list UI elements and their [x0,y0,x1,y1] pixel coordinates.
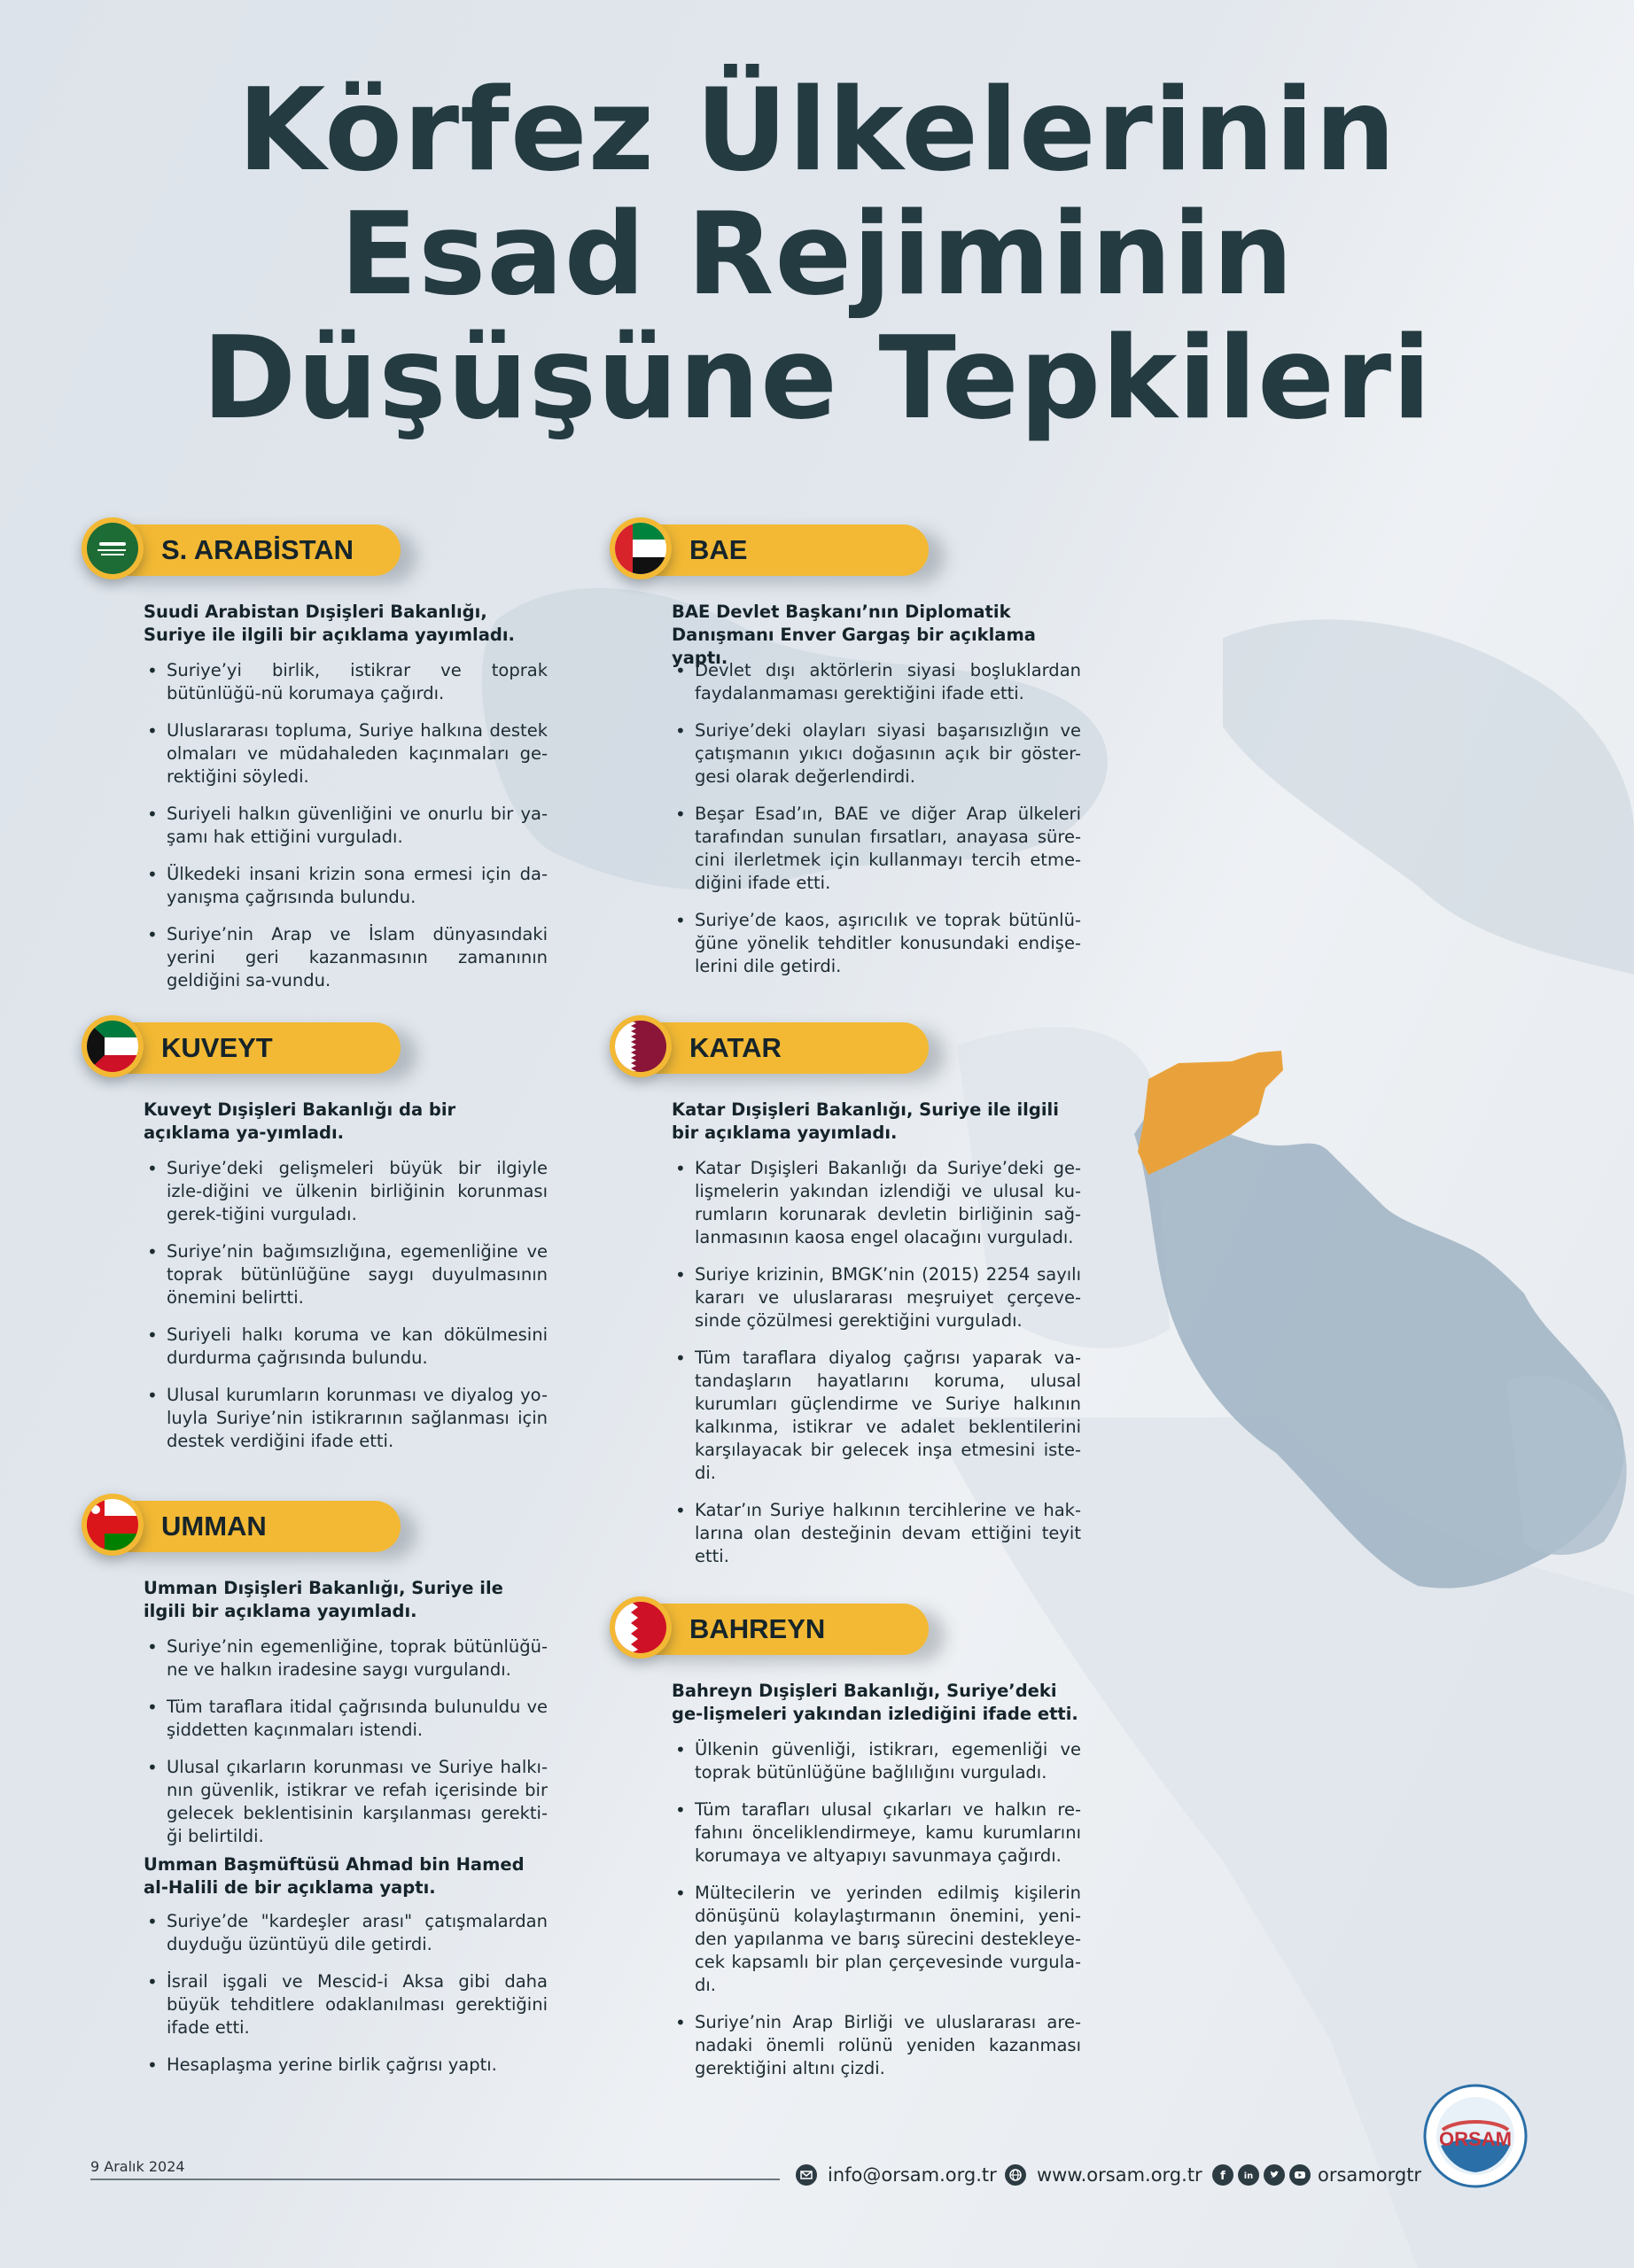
country-header [117,1501,401,1552]
country-header [645,1022,929,1074]
list-item: • Suriye krizinin, BMGK’nin (2015) 2254 sayılı kararı ve uluslararası meşruiyet çerçeve-sinde çözülmesi gerektiğini vurguladı. [695,1263,1081,1332]
logo-wordmark: ORSAM [1439,2128,1512,2150]
flag-bahrain-icon [610,1596,672,1658]
list-item: • Uluslararası topluma, Suriye halkına destek olmaları ve müdahaleden kaçınmaları ge-rektiğini söyledi. [167,719,548,788]
list-item: • Katar’ın Suriye halkının tercihlerine ve hak-larına olan desteğinin devam ettiğini teyit etti. [695,1499,1081,1568]
list-item: • Suriye’nin Arap ve İslam dünyasındaki yerini geri kazanmasının zamanının geldiğini sa-vundu. [167,923,548,992]
list-item: • Katar Dışişleri Bakanlığı da Suriye’deki ge-lişmelerin yakından izlendiği ve ulusal ku-rumların korunarak devletin birliğinin sağ-lanmasının kaosa engel olacağını vurguladı. [695,1157,1081,1249]
bullet-list [144,659,548,1006]
page-title [0,65,1634,445]
section-kuwait [82,1015,548,1458]
country-header [117,1022,401,1074]
list-item: • Mültecilerin ve yerinden edilmiş kişilerin dönüşünü kolaylaştırmanın önemini, yeni-den yapılanma ve barış sürecini destekleye-cek kapsamlı bir plan çerçevesinde vurgula-dı. [695,1882,1081,1997]
email-text: info@orsam.org.tr [828,2164,997,2186]
title-line: Düşüşüne Tepkileri [202,313,1432,445]
section-saudi-arabia [82,517,548,996]
flag-kuwait-icon [82,1015,144,1077]
list-item: • Suriye’deki gelişmeleri büyük bir ilgiyle izle-diğini ve ülkenin birliğinin korunması gerek-tiğini vurguladı. [167,1157,548,1226]
country-name: BAHREYN [689,1613,826,1644]
bullet-list [144,1635,548,1862]
list-item: • Suriye’deki olayları siyasi başarısızlığın ve çatışmanın yıkıcı doğasının açık bir göster-gesi olarak değerlendirdi. [695,719,1081,788]
country-name: BAE [689,534,748,565]
social-handle: orsamorgtr [1318,2164,1422,2186]
list-item: • Suriye’yi birlik, istikrar ve toprak bütünlüğü-nü korumaya çağırdı. [167,659,548,705]
bullet-list [672,1157,1081,1582]
list-item: • Ulusal kurumların korunması ve diyalog yo-luyla Suriye’nin istikrarının sağlanması için destek verdiğini ifade etti. [167,1384,548,1453]
list-item: • Devlet dışı aktörlerin siyasi boşluklardan faydalanmaması gerektiğini ifade etti. [695,659,1081,705]
list-item: • Tüm taraflara diyalog çağrısı yaparak va-tandaşların hayatlarını koruma, ulusal kurumları güçlendirme ve Suriye halkının kalkınma, istikrar ve adalet beklentilerini karşılayacak bir gelecek inşa etmesini iste-di. [695,1347,1081,1485]
flag-uae-icon [610,517,672,579]
flag-qatar-icon [610,1015,672,1077]
list-item: • Tüm tarafları ulusal çıkarları ve halkın re-fahını önceliklendirmeye, kamu kurumlarını korumaya ve altyapıyı savunmaya çağırdı. [695,1798,1081,1868]
list-item: • Suriyeli halkı koruma ve kan dökülmesini durdurma çağrısında bulundu. [167,1324,548,1370]
youtube-icon[interactable] [1289,2164,1311,2186]
flag-saudi-arabia-icon [82,517,144,579]
country-name: KATAR [689,1032,782,1063]
country-header [645,524,929,576]
website-text: www.orsam.org.tr [1037,2164,1202,2186]
section-bahrain [610,1596,1081,2093]
section-qatar [610,1015,1081,1582]
bullet-list [672,1738,1081,2094]
globe-icon [1005,2164,1026,2186]
bullet-list-secondary [144,1910,548,2091]
svg-text:in: in [1243,2171,1254,2181]
section-lead: Suudi Arabistan Dışişleri Bakanlığı, Suriye ile ilgili bir açıklama yayımladı. [144,602,515,645]
title-line: Esad Rejiminin [339,189,1295,321]
social-links [1212,2162,1421,2188]
list-item: • İsrail işgali ve Mescid-i Aksa gibi daha büyük tehditlere odaklanılması gerektiğini ifade etti. [167,1970,548,2039]
facebook-icon[interactable] [1212,2164,1233,2186]
flag-oman-icon [82,1494,144,1556]
country-header [117,524,401,576]
list-item: • Suriye’de kaos, aşırıcılık ve toprak bütünlü-ğüne yönelik tehditler konusundaki endişe-lerini dile getirdi. [695,909,1081,978]
website-link[interactable] [1005,2162,1202,2188]
title-line: Körfez Ülkelerinin [237,65,1397,197]
list-item: • Suriye’de "kardeşler arası" çatışmalardan duyduğu üzüntüyü dile getirdi. [167,1910,548,1956]
section-lead: BAE Devlet Başkanı’nın Diplomatik Danışmanı Enver Gargaş bir açıklama yaptı. [672,602,1036,668]
list-item: • Suriyeli halkın güvenliğini ve onurlu bir ya-şamı hak ettiğini vurguladı. [167,803,548,849]
country-name: UMMAN [161,1511,267,1542]
section-lead: Bahreyn Dışişleri Bakanlığı, Suriye’deki ge-lişmeleri yakından izlediğini ifade etti. [672,1681,1078,1724]
list-item: • Suriye’nin egemenliğine, toprak bütünlüğü-ne ve halkın iradesine saygı vurgulandı. [167,1635,548,1682]
list-item: • Suriye’nin bağımsızlığına, egemenliğine ve toprak bütünlüğüne saygı duyulmasının önemini belirtti. [167,1240,548,1309]
linkedin-icon[interactable] [1238,2164,1259,2186]
section-uae [610,517,1081,978]
list-item: • Hesaplaşma yerine birlik çağrısı yaptı. [167,2054,548,2077]
mail-icon [796,2164,817,2186]
country-name: KUVEYT [161,1032,273,1063]
list-item: • Ulusal çıkarların korunması ve Suriye halkı-nın güvenlik, istikrar ve refah içerisinde bir gelecek beklentisinin karşılanması gerekti-ği belirtildi. [167,1756,548,1848]
svg-text:f: f [1220,2170,1226,2183]
list-item: • Suriye’nin Arap Birliği ve uluslararası are-nadaki önemli rolünü yeniden kazanması gerektiğini altını çizdi. [695,2011,1081,2080]
section-lead-secondary: Umman Başmüftüsü Ahmad bin Hamed al-Halili de bir açıklama yaptı. [144,1854,525,1898]
section-lead: Katar Dışişleri Bakanlığı, Suriye ile ilgili bir açıklama yayımladı. [672,1099,1059,1143]
section-lead: Umman Dışişleri Bakanlığı, Suriye ile ilgili bir açıklama yayımladı. [144,1578,503,1621]
list-item: • Tüm taraflara itidal çağrısında bulunuldu ve şiddetten kaçınmaları istendi. [167,1696,548,1742]
footer-divider [90,2179,780,2180]
country-header [645,1604,929,1655]
list-item: • Ülkenin güvenliği, istikrarı, egemenliği ve toprak bütünlüğüne bağlılığını vurguladı. [695,1738,1081,1784]
publish-date: 9 Aralık 2024 [90,2158,185,2175]
email-link[interactable] [796,2162,997,2188]
list-item: • Ülkedeki insani krizin sona ermesi için da-yanışma çağrısında bulundu. [167,863,548,909]
bullet-list [144,1157,548,1467]
bullet-list [672,659,1081,992]
section-oman [82,1494,548,2078]
country-name: S. ARABİSTAN [161,534,354,565]
list-item: • Beşar Esad’ın, BAE ve diğer Arap ülkeleri tarafından sunulan fırsatları, anayasa süre-cini ilerletmek için kullanmayı tercih etme-diğini ifade etti. [695,803,1081,895]
orsam-logo [1423,2084,1528,2188]
section-lead: Kuveyt Dışişleri Bakanlığı da bir açıklama ya-yımladı. [144,1099,456,1143]
twitter-icon[interactable] [1264,2164,1285,2186]
